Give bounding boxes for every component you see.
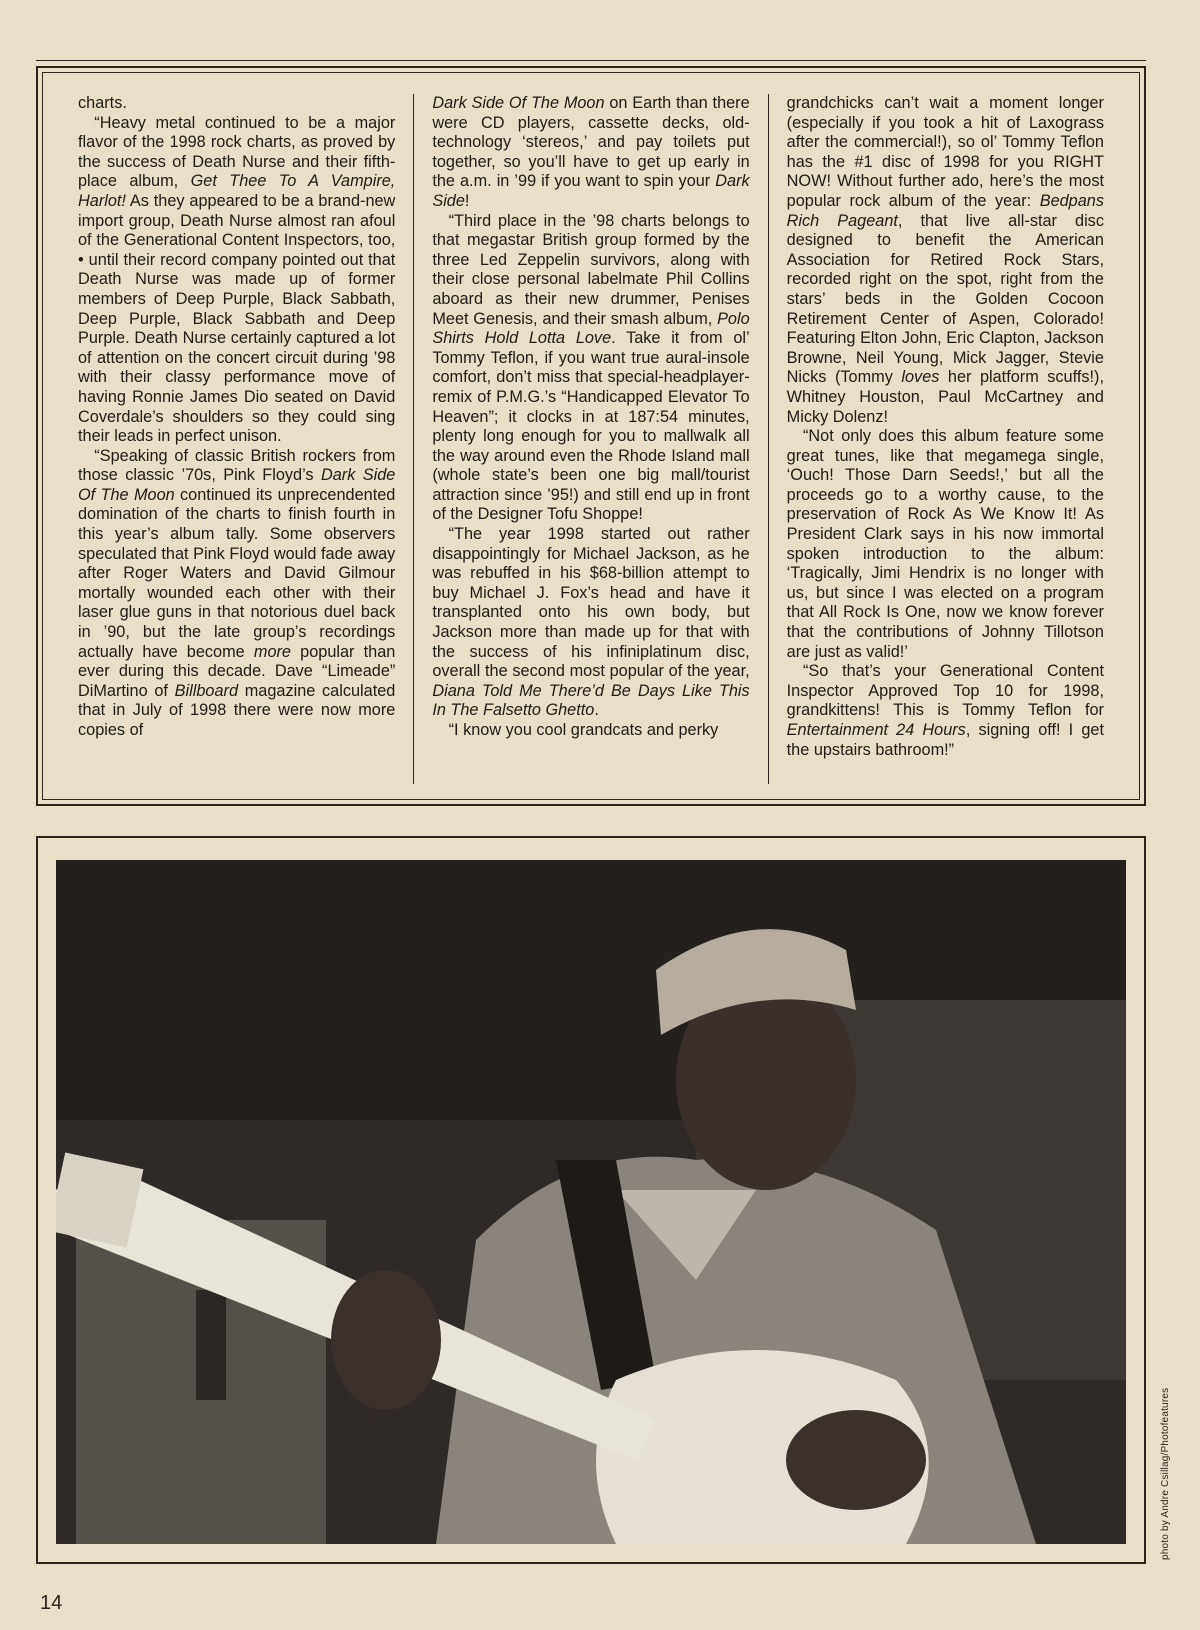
body-text: “The year 1998 started out rather disappointingly for Michael Jackson, as he was rebuffed in his $68-billion attempt to buy Michael J. Fox’s head and have it transplanted onto his own body, but Jackson more than made up for that with the success of his infiniplatinum disc, overall the second most popular of the year,: [432, 525, 750, 681]
article-paragraph: [78, 94, 395, 114]
italic-title: more: [253, 642, 291, 661]
italic-title: Polo Shirts Hold Lotta Love: [432, 309, 750, 348]
body-text: charts.: [78, 94, 127, 112]
italic-title: Bedpans Rich Pageant: [786, 191, 1104, 230]
guitarist-photo: [56, 860, 1126, 1544]
body-text: “I know you cool grandcats and perky: [448, 721, 719, 739]
article-paragraph: [78, 114, 395, 447]
top-rule: [36, 60, 1146, 61]
article-paragraph: [78, 447, 395, 741]
photo-frame: [36, 836, 1146, 1564]
article-paragraph: [432, 212, 749, 526]
article-column-1: [60, 94, 413, 784]
body-text: !: [464, 191, 470, 210]
body-text: magazine calculated that in July of 1998 there were now more copies of: [78, 681, 396, 739]
article-column-3: [768, 94, 1122, 784]
body-text: “Heavy metal continued to be a major flavor of the 1998 rock charts, as proved by the success of Death Nurse and their fifth-place album,: [78, 113, 396, 191]
page-number: 14: [40, 1592, 63, 1614]
body-text: “Third place in the ’98 charts belongs to that megastar British group formed by the three Led Zeppelin survivors, along with their close personal labelmate Phil Collins aboard as their new drummer, Penises Meet Genesis, and their smash album,: [432, 211, 750, 328]
photo-credit: photo by Andre Csillag/Photofeatures: [1160, 1387, 1171, 1560]
italic-title: Dark Side: [432, 172, 750, 210]
article-paragraph: [432, 94, 749, 212]
body-text: As they appeared to be a brand-new import group, Death Nurse almost ran afoul of the Generational Content Inspectors, too, • until their record company pointed out that Death Nurse was made up of former members of Deep Purple, Black Sabbath, Deep Purple, Black Sabbath and Deep Purple. Death Nurse certainly captured a lot of attention on the concert circuit during ’98 with their classy performance move of having Ronnie James Dio seated on David Coverdale’s shoulders so they could sing their leads in perfect unison.: [78, 191, 396, 446]
article-paragraph: [787, 94, 1104, 427]
body-text: popular than ever during this decade. Dave “Limeade” DiMartino of: [78, 642, 396, 700]
italic-title: Get Thee To A Vampire, Harlot!: [78, 172, 396, 210]
body-text: , that live all-star disc designed to benefit the American Association for Retired Rock Stars, recorded right on the spot, right from the stars’ beds in the Golden Cocoon Retirement Center of Aspen, Colorado! Featuring Elton John, Eric Clapton, Jackson Browne, Neil Young, Mick Jagger, Stevie Nicks (Tommy: [786, 211, 1104, 387]
body-text: . Take it from ol’ Tommy Teflon, if you want true aural-insole comfort, don’t miss that special-headplayer-remix of P.M.G.’s “Handicapped Elevator To Heaven”; it clocks in at 187:54 minutes, plenty long enough for you to mallwalk all the way around even the Rhode Island mall (whole state’s been one big mall/tourist attraction since ’95!) and still end up in front of the Designer Tofu Shoppe!: [432, 329, 750, 524]
body-text: continued its unprecendented domination of the charts to finish fourth in this year’s album tally. Some observers speculated that Pink Floyd would fade away after Roger Waters and David Gilmour mortally wounded each other with their laser glue guns in that notorious duel back in ’90, but the late group’s recordings actually have become: [78, 485, 396, 661]
article-column-2: [413, 94, 767, 784]
photo-illustration: [56, 860, 1126, 1544]
italic-title: Billboard: [174, 681, 239, 700]
body-text: her platform scuffs!), Whitney Houston, Paul McCartney and Micky Dolenz!: [786, 368, 1104, 426]
body-text: grandchicks can’t wait a moment longer (especially if you took a hit of Laxograss after the commercial!), so ol’ Tommy Teflon has the #1 disc of 1998 for you RIGHT NOW! Without further ado, here’s the most popular rock album of the year:: [786, 94, 1104, 210]
article-columns: [60, 94, 1122, 784]
article-paragraph: [432, 525, 749, 721]
body-text: , signing off! I get the upstairs bathroom!”: [786, 721, 1104, 759]
italic-title: Diana Told Me There’d Be Days Like This In The Falsetto Ghetto: [432, 681, 750, 720]
body-text: “Not only does this album feature some great tunes, like that megamega single, ‘Ouch! Those Darn Seeds!,’ but all the proceeds go to a worthy cause, to the preservation of Rock As We Know It! As President Clark says in his now immortal spoken introduction to the album: ‘Tragically, Jimi Hendrix is no longer with us, but since I was elected on a program that All Rock Is One, now we know forever that the contributions of Johnny Tillotson are just as valid!’: [786, 427, 1104, 661]
body-text: .: [594, 701, 599, 720]
article-box: [36, 66, 1146, 806]
article-paragraph: [787, 427, 1104, 662]
italic-title: Dark Side Of The Moon: [432, 94, 605, 112]
body-text: “So that’s your Generational Content Inspector Approved Top 10 for 1998, grandkittens! This is Tommy Teflon for: [786, 662, 1104, 720]
article-paragraph: [787, 662, 1104, 760]
body-text: “Speaking of classic British rockers from those classic ’70s, Pink Floyd’s: [78, 446, 396, 485]
body-text: on Earth than there were CD players, cassette decks, old-technology ‘stereos,’ and pay toilets put together, so you’ll have to get up early in the a.m. in ’99 if you want to spin your: [432, 94, 750, 191]
italic-title: Dark Side Of The Moon: [78, 466, 396, 504]
article-paragraph: [432, 721, 749, 741]
italic-title: loves: [901, 368, 940, 387]
italic-title: Entertainment 24 Hours: [786, 721, 966, 739]
